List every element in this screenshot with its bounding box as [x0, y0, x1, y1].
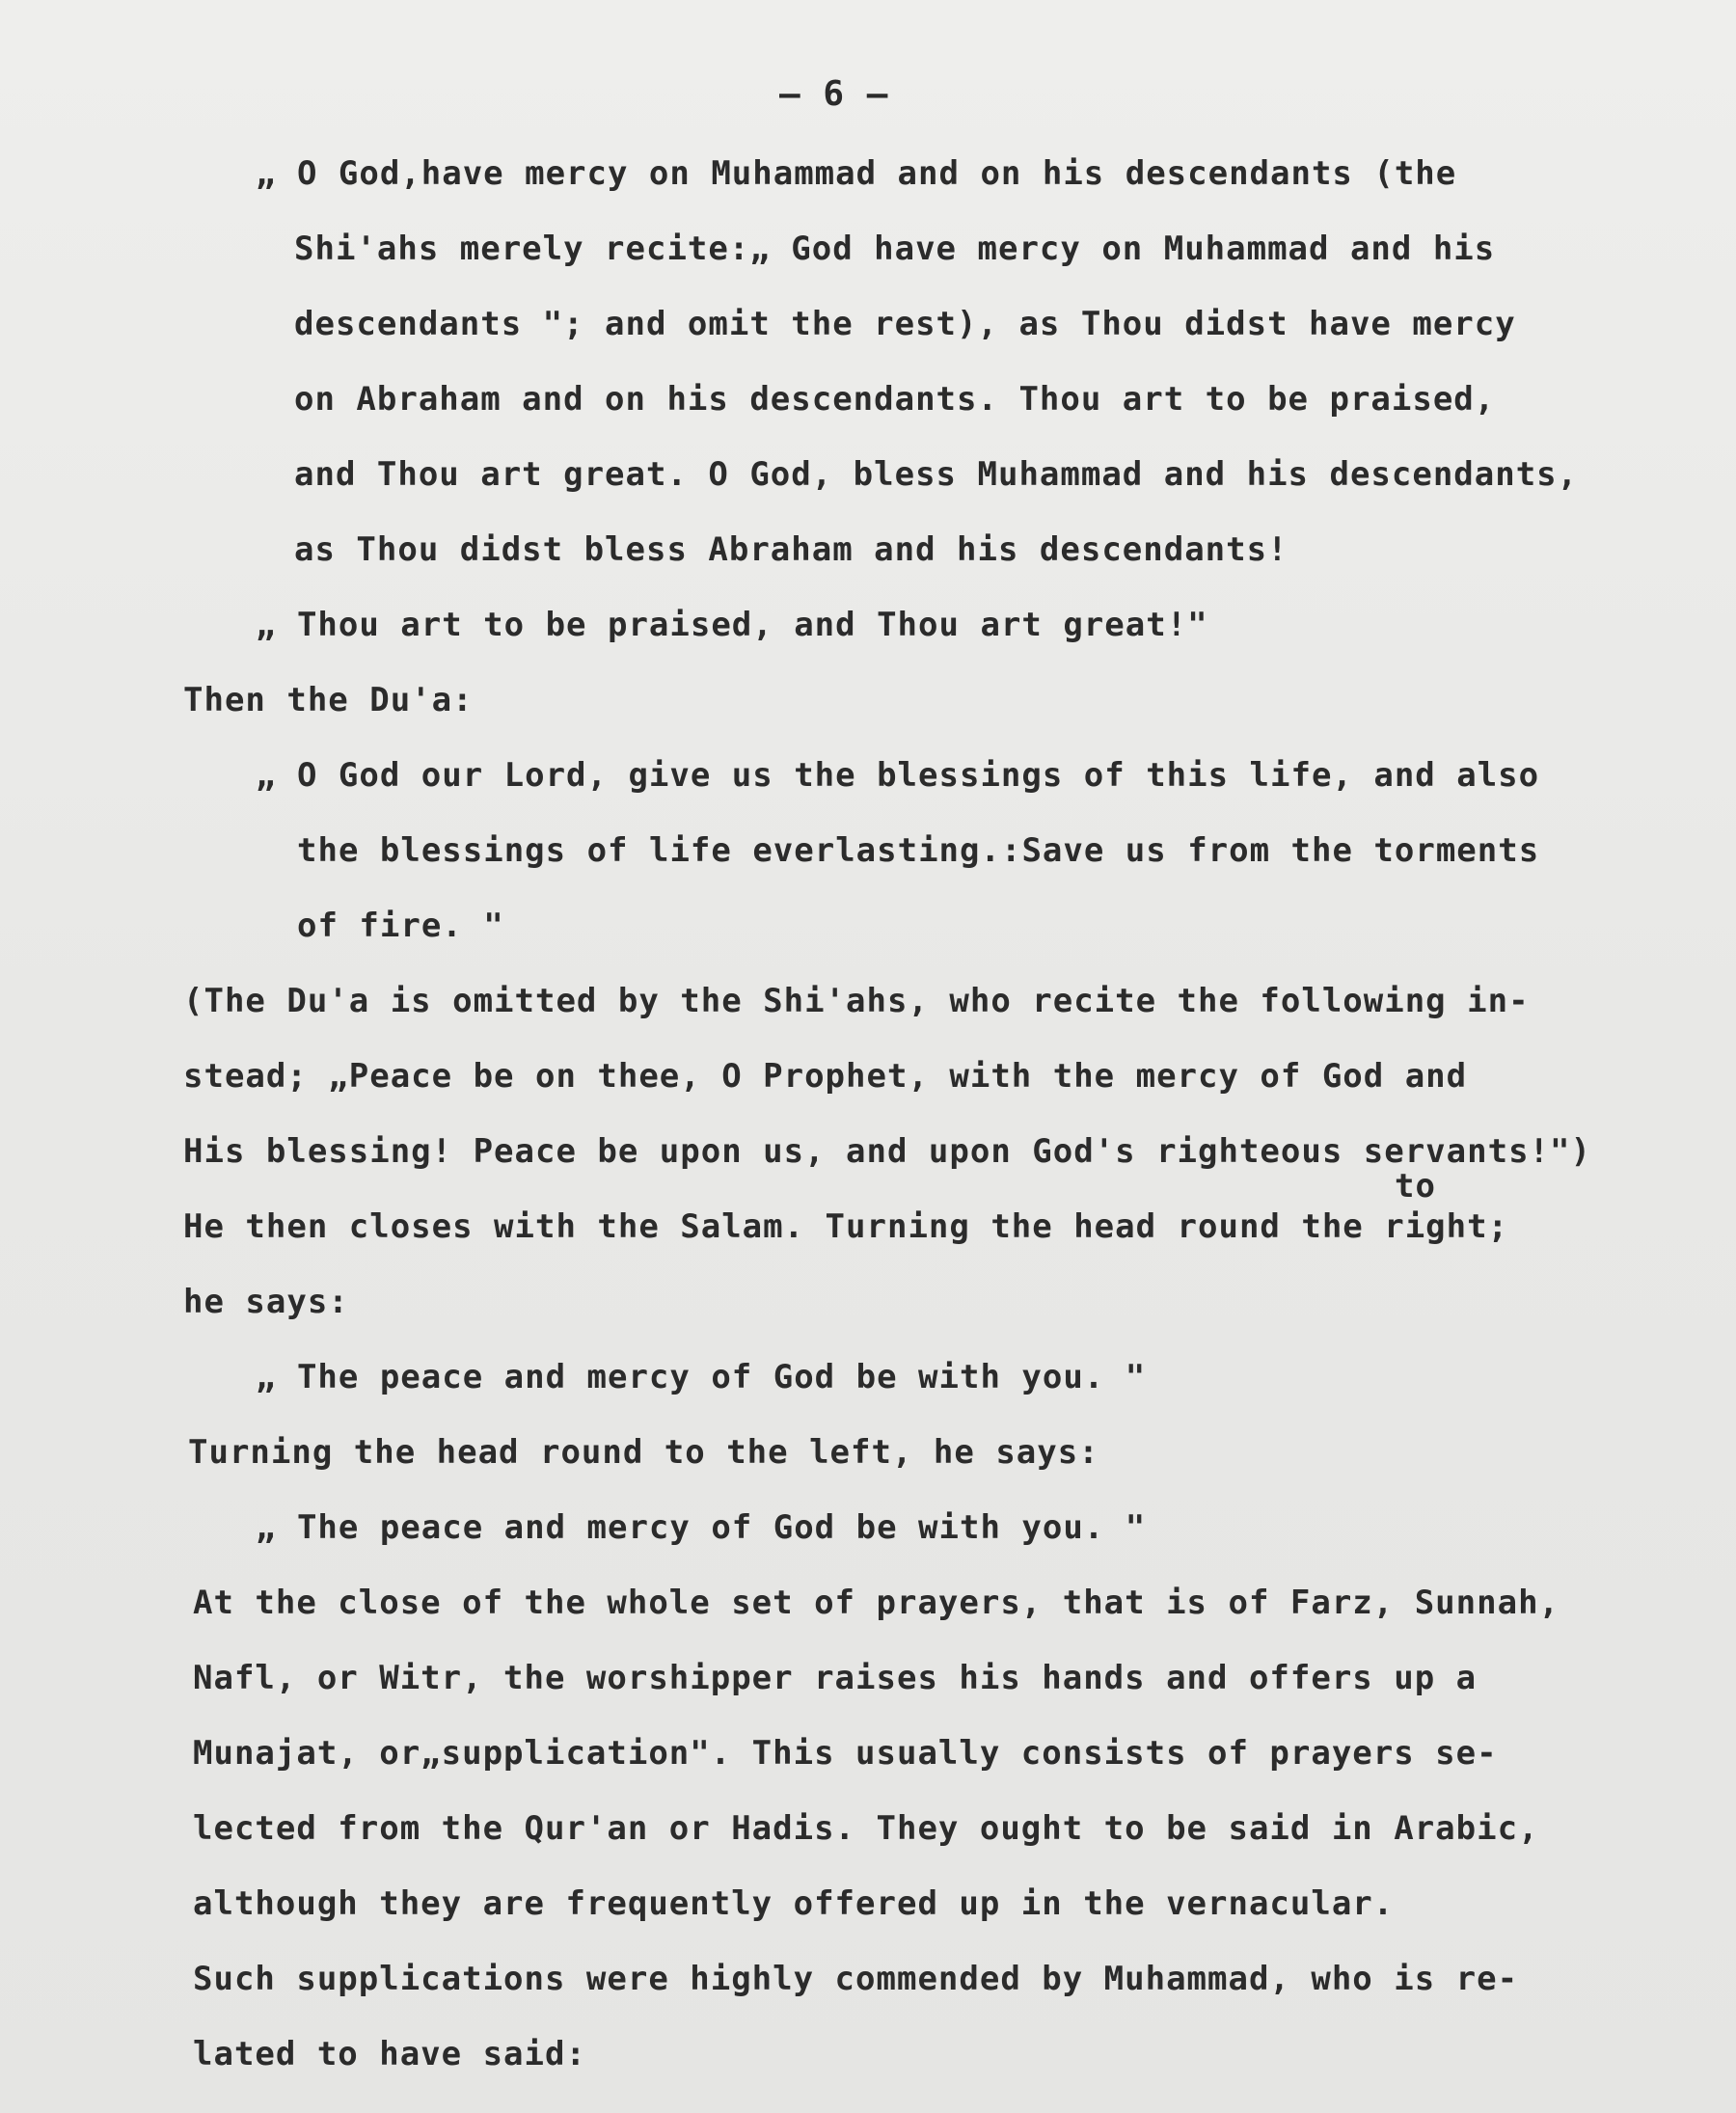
- text-line-3: descendants "; and omit the rest), as Thou didst have mercy: [294, 305, 1516, 343]
- page-number: — 6 —: [779, 74, 889, 114]
- text-line-9: „ O God our Lord, give us the blessings of this life, and also: [256, 756, 1540, 795]
- text-line-6: as Thou didst bless Abraham and his descendants!: [294, 530, 1288, 569]
- text-line-16: he says:: [183, 1283, 349, 1321]
- text-line-13: stead; „Peace be on thee, O Prophet, with the mercy of God and: [183, 1057, 1468, 1096]
- text-line-17: „ The peace and mercy of God be with you. ": [256, 1358, 1147, 1396]
- text-line-5: and Thou art great. O God, bless Muhammad and his descendants,: [294, 455, 1579, 494]
- text-line-15: He then closes with the Salam. Turning the head round the right;: [183, 1207, 1509, 1246]
- text-line-8: Then the Du'a:: [183, 681, 474, 719]
- text-line-25: Such supplications were highly commended by Muhammad, who is re-: [193, 1960, 1519, 1998]
- text-line-2: Shi'ahs merely recite:„ God have mercy on Muhammad and his: [294, 230, 1496, 268]
- text-line-21: Nafl, or Witr, the worshipper raises his hands and offers up a: [193, 1659, 1478, 1697]
- text-line-19: „ The peace and mercy of God be with you. ": [256, 1508, 1147, 1547]
- text-line-20: At the close of the whole set of prayers, that is of Farz, Sunnah,: [193, 1584, 1560, 1622]
- text-line-14: His blessing! Peace be upon us, and upon God's righteous servants!"): [183, 1132, 1591, 1171]
- text-line-11: of fire. ": [297, 907, 504, 945]
- text-line-12: (The Du'a is omitted by the Shi'ahs, who recite the following in-: [183, 982, 1530, 1020]
- text-line-23: lected from the Qur'an or Hadis. They ought to be said in Arabic,: [193, 1809, 1539, 1848]
- text-line-1: „ O God,have mercy on Muhammad and on his descendants (the: [256, 154, 1457, 193]
- text-line-18: Turning the head round to the left, he says:: [188, 1433, 1099, 1472]
- interlinear-insertion: to: [1395, 1167, 1436, 1205]
- text-line-26: lated to have said:: [193, 2035, 586, 2073]
- text-line-24: although they are frequently offered up in the vernacular.: [193, 1884, 1395, 1923]
- text-line-4: on Abraham and on his descendants. Thou art to be praised,: [294, 380, 1496, 419]
- text-line-10: the blessings of life everlasting.:Save us from the torments: [297, 831, 1540, 870]
- text-line-22: Munajat, or„supplication". This usually consists of prayers se-: [193, 1734, 1498, 1773]
- text-line-7: „ Thou art to be praised, and Thou art great!": [256, 606, 1208, 644]
